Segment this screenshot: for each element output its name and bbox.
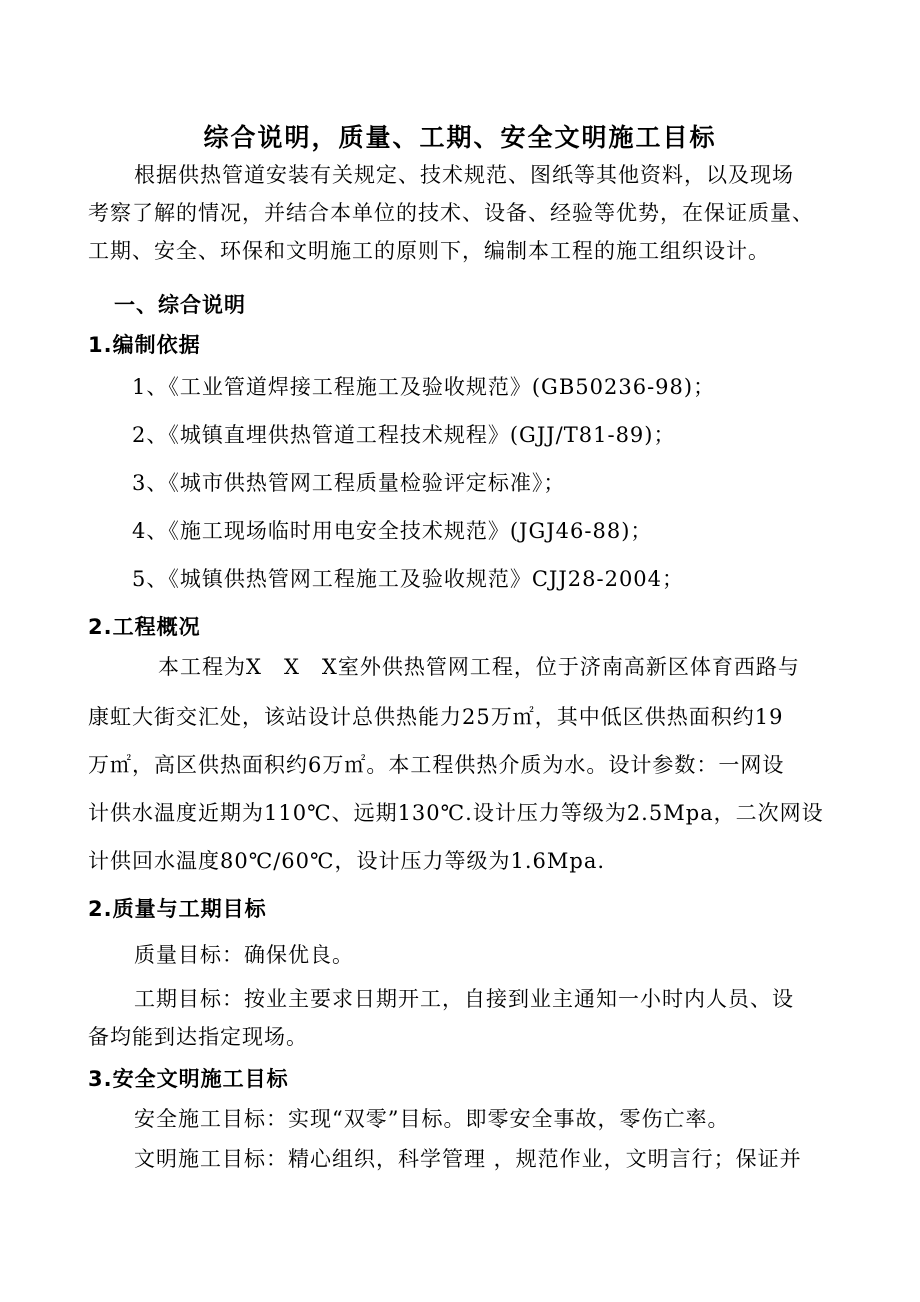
civil-goal: 文明施工目标：精心组织，科学管理 ，规范作业，文明言行；保证并 <box>134 1147 802 1171</box>
sub-heading: 2.质量与工期目标 <box>88 897 267 921</box>
sub-heading: 3.安全文明施工目标 <box>88 1067 289 1091</box>
intro-line: 考察了解的情况，并结合本单位的技术、设备、经验等优势，在保证质量、 <box>88 201 814 225</box>
sub-heading: 1.编制依据 <box>88 333 201 357</box>
safety-goal: 安全施工目标：实现“双零”目标。即零安全事故，零伤亡率。 <box>134 1107 730 1131</box>
overview-line: 本工程为X X X室外供热管网工程，位于济南高新区体育西路与 <box>158 655 800 679</box>
schedule-goal-line: 备均能到达指定现场。 <box>88 1025 308 1049</box>
section-heading: 一、综合说明 <box>114 293 246 317</box>
intro-line: 根据供热管道安装有关规定、技术规范、图纸等其他资料，以及现场 <box>134 163 794 187</box>
overview-line: 康虹大街交汇处，该站设计总供热能力25万㎡，其中低区供热面积约19 <box>88 705 784 729</box>
intro-line: 工期、安全、环保和文明施工的原则下，编制本工程的施工组织设计。 <box>88 239 770 263</box>
list-item: 5、《城镇供热管网工程施工及验收规范》CJJ28-2004； <box>132 567 685 591</box>
list-item: 1、《工业管道焊接工程施工及验收规范》(GB50236-98)； <box>132 375 716 399</box>
list-item: 2、《城镇直埋供热管道工程技术规程》(GJJ/T81-89)； <box>132 423 676 447</box>
quality-goal: 质量目标：确保优良。 <box>134 943 354 967</box>
list-item: 4、《施工现场临时用电安全技术规范》(JGJ46-88)； <box>132 519 653 543</box>
document-title: 综合说明，质量、工期、安全文明施工目标 <box>203 123 717 152</box>
schedule-goal-line: 工期目标：按业主要求日期开工，自接到业主通知一小时内人员、设 <box>134 987 794 1011</box>
overview-line: 计供回水温度80℃/60℃，设计压力等级为1.6Mpa. <box>88 849 606 873</box>
overview-line: 计供水温度近期为110℃、远期130℃.设计压力等级为2.5Mpa，二次网设 <box>88 801 824 825</box>
overview-line: 万㎡，高区供热面积约6万㎡。本工程供热介质为水。设计参数：一网设 <box>88 753 785 777</box>
list-item: 3、《城市供热管网工程质量检验评定标准》； <box>132 471 566 495</box>
sub-heading: 2.工程概况 <box>88 615 201 639</box>
